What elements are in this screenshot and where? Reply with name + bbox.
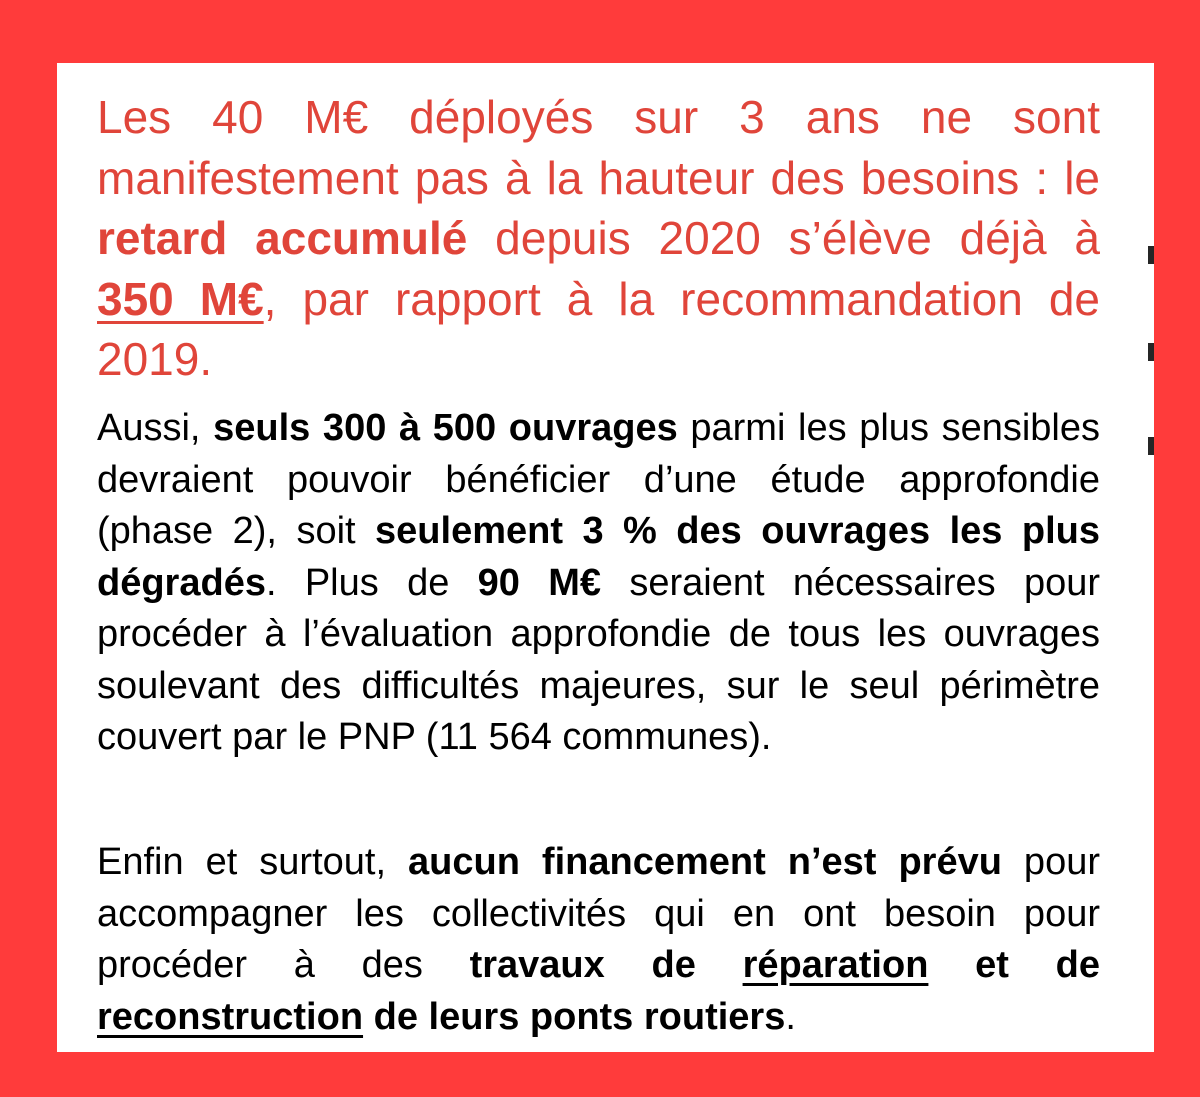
detail-bold-cost: 90 M€ bbox=[477, 561, 602, 604]
summary-text-3: , par rapport à la recommandation de 2019. bbox=[97, 272, 1100, 385]
conclusion-paragraph bbox=[97, 837, 1100, 1043]
conclusion-text-3: . bbox=[785, 995, 796, 1038]
conclusion-underlined-repair: réparation bbox=[742, 944, 929, 986]
cropped-footnote-marks bbox=[1148, 63, 1154, 1052]
conclusion-bold-and: et de bbox=[928, 944, 1100, 986]
document-card bbox=[57, 63, 1154, 1052]
summary-text-1: Les 40 M€ déployés sur 3 ans ne sont manifestement pas à la hauteur des besoins : le bbox=[97, 91, 1100, 204]
detail-text-1: Aussi, bbox=[97, 407, 214, 449]
conclusion-underlined-reconstruction: reconstruction bbox=[97, 995, 364, 1038]
summary-paragraph bbox=[97, 87, 1100, 390]
conclusion-text-1: Enfin et surtout, bbox=[97, 841, 409, 883]
detail-paragraph bbox=[97, 403, 1100, 764]
detail-text-2: parmi les plus sensibles devraient pouvoir bénéficier d’une étude approfondie (phase 2), soit bbox=[97, 407, 1100, 552]
summary-bold-amount: 350 M€ bbox=[97, 272, 264, 325]
detail-text-3: . Plus de bbox=[265, 561, 478, 604]
conclusion-text-2: pour accompagner les collectivités qui en ont besoin pour procéder à des bbox=[97, 841, 1100, 986]
conclusion-bold-bridges: de leurs ponts routiers bbox=[363, 995, 786, 1038]
detail-bold-count: seuls 300 à 500 ouvrages bbox=[213, 407, 678, 449]
summary-text-2: depuis 2020 s’élève déjà à bbox=[467, 212, 1100, 264]
detail-bold-share: seulement 3 % des ouvrages les plus dégradés bbox=[97, 510, 1101, 604]
footnote-mark bbox=[1148, 437, 1154, 455]
footnote-mark bbox=[1148, 246, 1154, 264]
detail-text-4: seraient nécessaires pour procéder à l’évaluation approfondie de tous les ouvrages soulevant des difficultés majeures, sur le seul périmètre couvert par le PNP (11 564 communes). bbox=[97, 561, 1101, 758]
footnote-mark bbox=[1148, 343, 1154, 361]
summary-bold-delay: retard accumulé bbox=[97, 212, 468, 264]
conclusion-bold-funding: aucun financement n’est prévu bbox=[408, 841, 1002, 883]
conclusion-bold-works: travaux de bbox=[469, 944, 743, 986]
